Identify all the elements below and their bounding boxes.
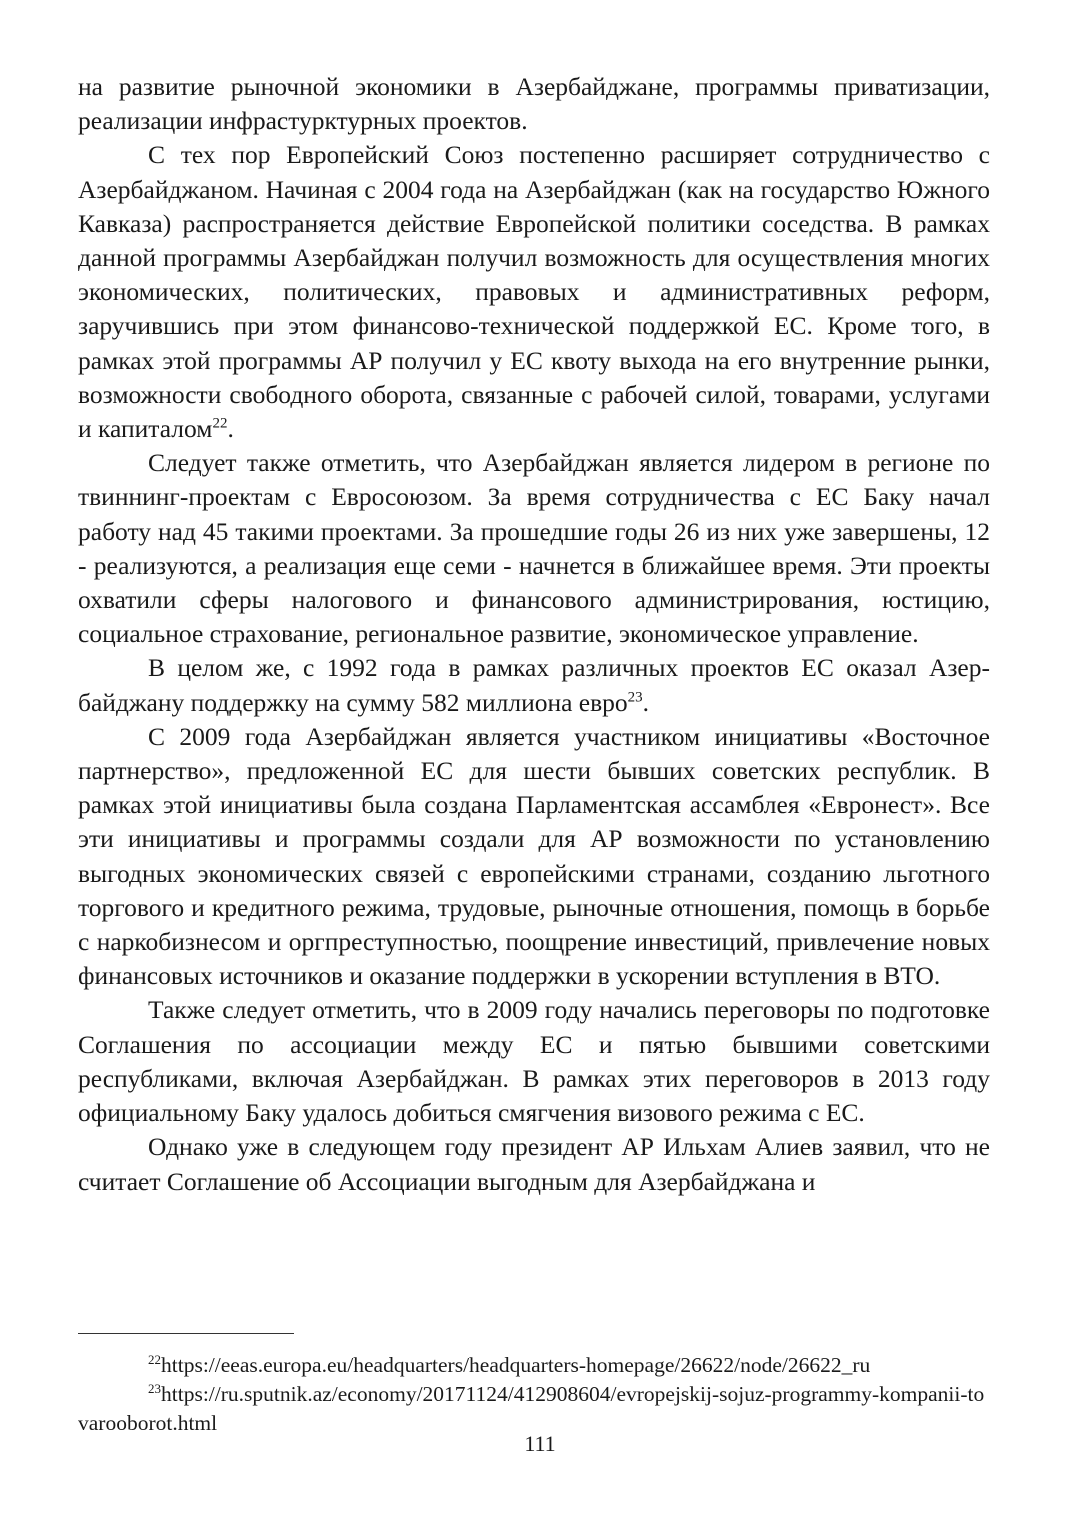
footnote-divider [78, 1333, 294, 1334]
paragraph-7 [78, 1130, 990, 1198]
footnote-number: 22 [148, 1351, 161, 1367]
document-page [78, 70, 990, 1199]
footnote-number: 23 [148, 1380, 161, 1396]
paragraph-3-text: Следует также отметить, что Азербайджан является лидером в регионе по твиннинг-проектам с Евросоюзом. За время сотрудничества с ЕС Баку начал работу над 45 такими проектами. За прошедшие годы 26 из них уже завершены, 12 - реализуются, а реализация еще семи - начнется в ближайшее время. Эти проекты охватили сферы налогового и финансового администрирования, юстицию, социальное страхование, региональное развитие, экономическое управление. [78, 448, 990, 649]
footnotes [78, 1351, 990, 1438]
footnote-23 [78, 1380, 990, 1438]
footnote-link[interactable]: https://ru.sputnik.az/economy/20171124/412908604/evropejskij-sojuz-programmy-kompanii-tovarooborot.html [78, 1382, 985, 1435]
paragraph-3 [78, 446, 990, 651]
footnote-link[interactable]: https://eeas.europa.eu/headquarters/headquarters-homepage/26622/node/26622_ru [161, 1353, 871, 1377]
paragraph-7-text: Однако уже в следующем году президент АР Ильхам Алиев заявил, что не считает Соглашение об Ассоциации выгодным для Азербайджана и [78, 1132, 990, 1196]
paragraph-2-tail: . [227, 414, 234, 444]
paragraph-6-text: Также следует отметить, что в 2009 году начались переговоры по подготовке Соглашения по ассоциации между ЕС и пятью бывшими советскими республиками, включая Азербайджан. В рамках этих переговоров в 2013 году официальному Баку удалось добиться смягчения визового режима с ЕС. [78, 995, 990, 1128]
paragraph-5 [78, 720, 990, 994]
paragraph-4-tail: . [642, 687, 650, 717]
paragraph-2 [78, 138, 990, 446]
paragraph-1 [78, 70, 990, 138]
body-text [78, 70, 990, 1199]
paragraph-4-text: В целом же, с 1992 года в рамках различных проектов ЕС оказал Азербайджану поддержку на сумму 582 миллиона евро [78, 653, 990, 717]
paragraph-4 [78, 651, 990, 719]
paragraph-1-text: на развитие рыночной экономики в Азербайджане, программы приватизации, реализации инфрастурктурных проектов. [78, 72, 990, 136]
paragraph-6 [78, 993, 990, 1130]
footnote-ref-22[interactable]: 22 [212, 415, 228, 432]
footnote-ref-23[interactable]: 23 [627, 689, 643, 706]
footnote-22 [78, 1351, 990, 1380]
paragraph-2-text: С тех пор Европейский Союз постепенно расширяет сотрудничество с Азербайджаном. Начиная с 2004 года на Азербайджан (как на государство Южного Кавказа) распространяется действие Европейской политики соседства. В рамках данной программы Азербайджан получил возможность для осуществления многих экономических, политических, правовых и административных реформ, заручившись при этом финансово-технической поддержкой ЕС. Кроме того, в рамках этой программы АР получил у ЕС квоту выхода на его внутренние рынки, возможности свободного оборота, связанные с рабочей силой, товарами, услугами и капиталом [78, 140, 990, 444]
paragraph-5-text: С 2009 года Азербайджан является участником инициативы «Восточное партнерство», предложенной ЕС для шести бывших советских республик. В рамках этой инициативы была создана Парламентская ассамблея «Евронест». Все эти инициативы и программы создали для АР возможности по установлению выгодных экономических связей с европейскими странами, созданию льготного торгового и кредитного режима, трудовые, рыночные отношения, помощь в борьбе с наркобизнесом и оргпреступностью, поощрение инвестиций, привлечение новых финансовых источников и оказание поддержки в ускорении вступления в ВТО. [78, 721, 990, 991]
page-number: 111 [524, 1431, 556, 1456]
